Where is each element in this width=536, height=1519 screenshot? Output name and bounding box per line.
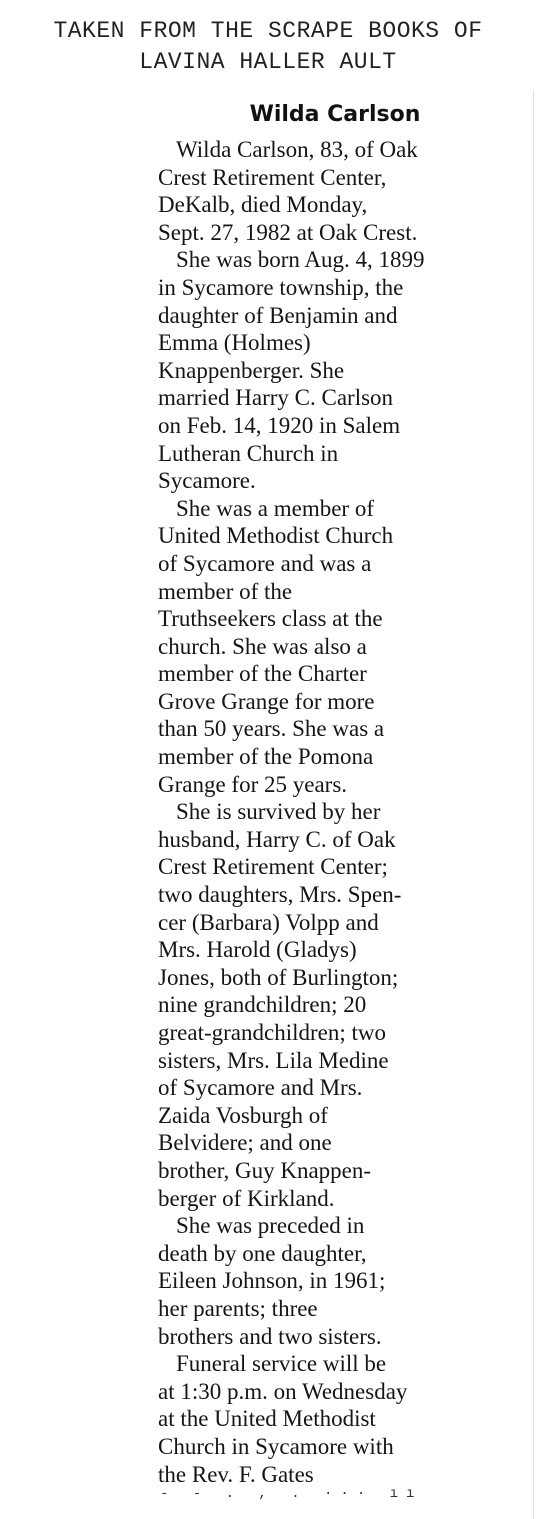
text-line: church. She was also a bbox=[158, 633, 367, 659]
text-line: berger of Kirkland. bbox=[158, 1185, 335, 1211]
text-line: Emma (Holmes) bbox=[158, 330, 311, 356]
header-line-1: TAKEN FROM THE SCRAPE BOOKS OF bbox=[53, 18, 483, 44]
text-line: brother, Guy Knappen- bbox=[158, 1157, 372, 1183]
text-line: Sycamore. bbox=[158, 468, 256, 494]
text-line: She was a member of bbox=[176, 495, 374, 521]
text-line: brothers and two sisters. bbox=[158, 1323, 382, 1349]
text-line: Grange for 25 years. bbox=[158, 771, 348, 797]
text-line: member of the Pomona bbox=[158, 744, 374, 770]
text-line: husband, Harry C. of Oak bbox=[158, 826, 396, 852]
text-line: Sept. 27, 1982 at Oak Crest. bbox=[158, 219, 418, 245]
text-line: Truthseekers class at the bbox=[158, 606, 383, 632]
text-line: Wilda Carlson, 83, of Oak bbox=[176, 137, 418, 162]
text-line: Jones, both of Burlington; bbox=[158, 964, 399, 990]
column-rule bbox=[533, 90, 534, 1519]
text-line: sisters, Mrs. Lila Medine bbox=[158, 1047, 389, 1073]
text-line: at 1:30 p.m. on Wednesday bbox=[158, 1378, 408, 1404]
text-line: DeKalb, died Monday, bbox=[158, 192, 368, 218]
text-line: Grove Grange for more bbox=[158, 688, 375, 714]
text-line: on Feb. 14, 1920 in Salem bbox=[158, 412, 401, 438]
text-line: She was born Aug. 4, 1899 bbox=[176, 247, 425, 273]
text-line: member of the Charter bbox=[158, 661, 367, 687]
header-line-2: LAVINA HALLER AULT bbox=[139, 49, 397, 75]
text-line: member of the bbox=[158, 578, 293, 604]
text-line: She was preceded in bbox=[176, 1213, 365, 1239]
text-line: Eileen Johnson, in 1961; bbox=[158, 1268, 386, 1294]
text-line: her parents; three bbox=[158, 1295, 318, 1321]
text-line: than 50 years. She was a bbox=[158, 716, 385, 742]
text-line: married Harry C. Carlson bbox=[158, 385, 394, 411]
text-line: of Sycamore and Mrs. bbox=[158, 1075, 363, 1101]
text-line: cer (Barbara) Volpp and bbox=[158, 909, 379, 935]
obituary-headline: Wilda Carlson bbox=[249, 102, 421, 127]
text-line: Knappenberger. She bbox=[158, 357, 345, 383]
text-line: death by one daughter, bbox=[158, 1240, 367, 1266]
text-line: of Sycamore and was a bbox=[158, 550, 372, 576]
text-line: Lutheran Church in bbox=[158, 440, 339, 466]
text-line: Zaida Vosburgh of bbox=[158, 1102, 328, 1128]
text-line: Funeral service will be bbox=[176, 1351, 387, 1377]
text-line: daughter of Benjamin and bbox=[158, 302, 398, 328]
cut-off-text: - - . , . ··· ıı bbox=[160, 1486, 423, 1502]
text-line: Crest Retirement Center; bbox=[158, 854, 388, 880]
text-line: Mrs. Harold (Gladys) bbox=[158, 937, 357, 963]
scrapbook-header bbox=[0, 16, 536, 78]
text-line: Church in Sycamore with bbox=[158, 1433, 394, 1459]
text-line: United Methodist Church bbox=[158, 523, 394, 549]
text-line: great-grandchildren; two bbox=[158, 1020, 386, 1045]
text-line: Belvidere; and one bbox=[158, 1130, 332, 1156]
text-line: the Rev. F. Gates bbox=[158, 1461, 314, 1487]
text-line: two daughters, Mrs. Spen- bbox=[158, 882, 402, 908]
text-line: nine grandchildren; 20 bbox=[158, 992, 367, 1018]
newspaper-clipping bbox=[140, 100, 520, 1519]
text-line: at the United Methodist bbox=[158, 1406, 376, 1432]
text-line: Crest Retirement Center, bbox=[158, 164, 387, 190]
text-line: in Sycamore township, the bbox=[158, 274, 404, 300]
text-line: She is survived by her bbox=[176, 799, 381, 825]
obituary-body bbox=[158, 136, 470, 1488]
